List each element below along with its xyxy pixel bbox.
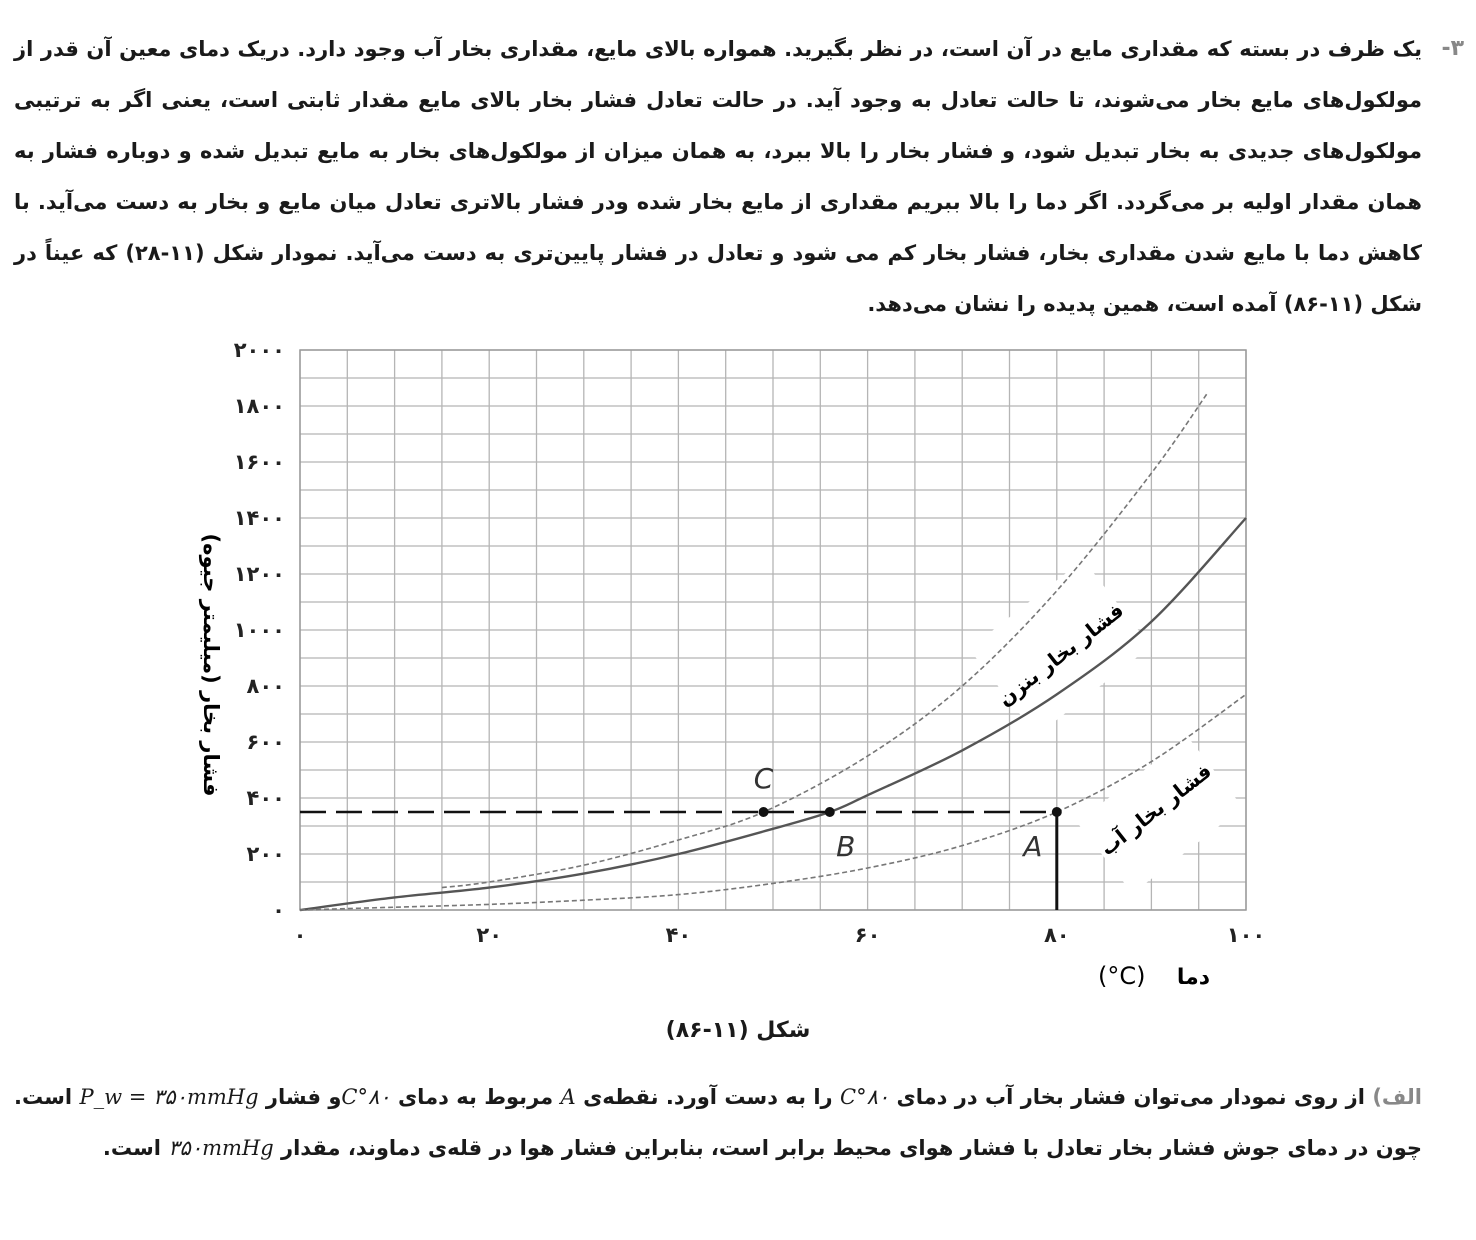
y-tick-label: ۱۶۰۰	[233, 450, 285, 474]
point-label-b: B	[836, 830, 856, 863]
y-tick-label: ۰	[272, 898, 285, 922]
y-tick-label: ۱۴۰۰	[233, 506, 285, 530]
question-text: یک ظرف در بسته که مقداری مایع در آن است، در نظر بگیرید. همواره بالای مایع، مقداری بخار آب وجود دارد. دریک دمای معین آن قدر از مولکول‌های مایع بخار می‌شوند، تا حالت تعادل به وجود آید. در حالت تعادل فشار بخار بالای مایع مقدار ثابتی است، یعنی اگر به ترتیبی مولکول‌های جدیدی به بخار تبدیل شود، و فشار بخار را بالا ببرد، به همان میزان از مولکول‌های بخار به مایع تبدیل شده و دوباره فشار به همان مقدار اولیه بر می‌گردد. اگر دما را بالا ببریم مقداری از مایع بخار شده ودر فشار بالاتری تعادل میان مایع و بخار به دست می‌آید. با کاهش دما با مایع شدن مقداری بخار، فشار بخار کم می شود و تعادل در فشار پایین‌تری به دست می‌آید. نمودار شکل (۱۱-۲۸) که عیناً در شکل (۱۱-۸۶) آمده است، همین پدیده را نشان می‌دهد.	[14, 37, 1422, 316]
x-axis-label: دما	[1176, 965, 1210, 990]
point-label-c: C	[753, 762, 774, 795]
x-tick-label: ۱۰۰	[1226, 923, 1266, 947]
point-b	[825, 807, 835, 817]
answer-text-5: است. چون در دمای جوش فشار بخار تعادل با فشار هوای محیط برابر است، بنابراین فشار هوا در قله‌ی دماوند، مقدار	[14, 1085, 1422, 1160]
answer-value: ۳۵۰mmHg	[168, 1136, 274, 1160]
series-label-benzene: فشار بخار بنزن	[993, 598, 1129, 711]
y-tick-label: ۸۰۰	[246, 674, 285, 698]
y-tick-label: ۲۰۰۰	[233, 338, 285, 362]
question-number: -۳	[1441, 36, 1464, 61]
y-tick-label: ۶۰۰	[246, 730, 285, 754]
y-axis-label: فشار بخار (میلیمتر جیوه)	[199, 533, 223, 797]
x-tick-label: ۶۰	[854, 923, 881, 947]
answer-temp2: ۸۰°C	[341, 1085, 391, 1109]
answer-text-6: است.	[102, 1136, 161, 1160]
vapor-pressure-chart	[0, 330, 1476, 1020]
answer-point: A	[560, 1085, 576, 1109]
part-label: الف)	[1372, 1085, 1423, 1109]
answer-text	[14, 1072, 1422, 1174]
answer-text-2: را به دست آورد. نقطه‌ی	[583, 1085, 833, 1109]
answer-text-1: از روی نمودار می‌توان فشار بخار آب در دمای	[896, 1085, 1365, 1109]
y-tick-label: ۲۰۰	[246, 842, 285, 866]
series-label-water: فشار بخار آب	[1095, 758, 1216, 861]
point-label-a: A	[1023, 830, 1043, 863]
y-tick-label: ۱۲۰۰	[233, 562, 285, 586]
answer-temp: ۸۰°C	[840, 1085, 890, 1109]
x-tick-label: ۴۰	[665, 923, 692, 947]
x-tick-label: ۲۰	[476, 923, 503, 947]
x-tick-label: ۰	[293, 923, 307, 947]
answer-formula: P_w = ۳۵۰mmHg	[79, 1085, 259, 1109]
answer-text-3: مربوط به دمای	[397, 1085, 554, 1109]
figure-caption: شکل (۱۱-۸۶)	[665, 1018, 811, 1043]
y-tick-label: ۱۰۰۰	[233, 618, 285, 642]
y-tick-label: ۴۰۰	[246, 786, 285, 810]
x-tick-label: ۸۰	[1043, 923, 1070, 947]
point-c	[759, 807, 769, 817]
x-axis-unit: (°C)	[1098, 962, 1146, 990]
point-a	[1052, 807, 1062, 817]
answer-text-4: و فشار	[265, 1085, 342, 1109]
y-tick-label: ۱۸۰۰	[233, 394, 285, 418]
